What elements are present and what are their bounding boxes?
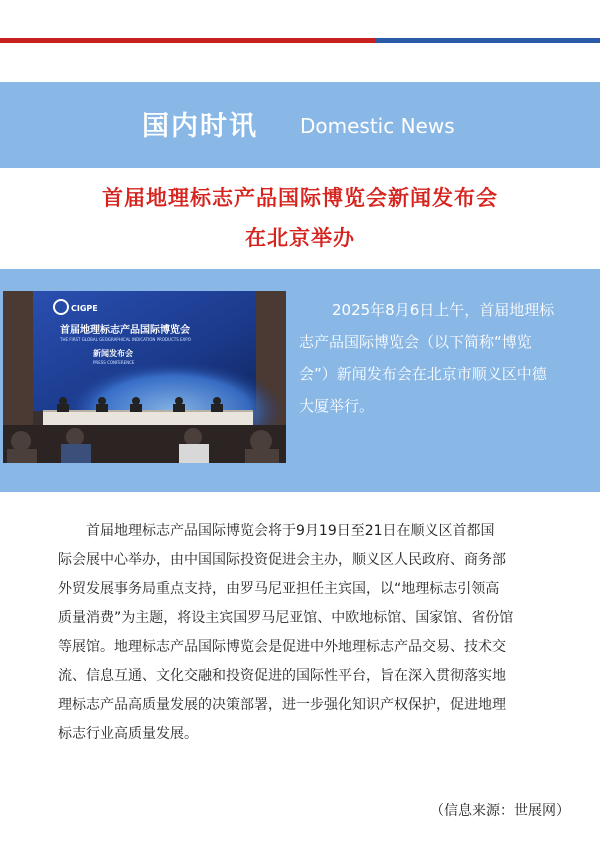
body-line: 等展馆。地理标志产品国际博览会是促进中外地理标志产品交易、技术交 bbox=[58, 639, 506, 655]
photo-event-en: PRESS CONFERENCE bbox=[93, 360, 135, 365]
section-subtitle: Domestic News bbox=[300, 114, 455, 138]
intro-line: 志产品国际博览会（以下简称“博览 bbox=[299, 333, 532, 351]
photo-event-cn: 新闻发布会 bbox=[93, 349, 133, 358]
photo-logo-text: CIGPE bbox=[71, 304, 98, 313]
top-accent-bar-red bbox=[0, 38, 375, 43]
body-line: 外贸发展事务局重点支持，由罗马尼亚担任主宾国，以“地理标志引领高 bbox=[58, 581, 500, 597]
body-paragraph bbox=[58, 517, 578, 749]
body-line: 标志行业高质量发展。 bbox=[58, 726, 198, 742]
body-line: 首届地理标志产品国际博览会将于9月19日至21日在顺义区首都国 bbox=[86, 523, 495, 539]
intro-line: 会”）新闻发布会在北京市顺义区中德 bbox=[299, 365, 547, 383]
body-line: 流、信息互通、文化交融和投资促进的国际性平台，旨在深入贯彻落实地 bbox=[58, 668, 506, 684]
body-line: 际会展中心举办，由中国国际投资促进会主办，顺义区人民政府、商务部 bbox=[58, 552, 506, 568]
source-credit: （信息来源：世展网） bbox=[430, 803, 570, 819]
section-title: 国内时讯 bbox=[142, 111, 258, 142]
press-conference-photo bbox=[3, 291, 286, 463]
headline-line-2: 在北京举办 bbox=[245, 226, 355, 250]
intro-line: 2025年8月6日上午，首届地理标 bbox=[332, 301, 555, 319]
intro-paragraph bbox=[299, 294, 581, 422]
photo-title-en: THE FIRST GLOBAL GEOGRAPHICAL INDICATION PRODUCTS EXPO bbox=[60, 337, 191, 342]
photo-title-cn: 首届地理标志产品国际博览会 bbox=[60, 325, 190, 336]
top-accent-bar-blue bbox=[375, 38, 600, 43]
intro-line: 大厦举行。 bbox=[299, 397, 375, 415]
body-line: 理标志产品高质量发展的决策部署，进一步强化知识产权保护，促进地理 bbox=[58, 697, 506, 713]
body-line: 质量消费”为主题，将设主宾国罗马尼亚馆、中欧地标馆、国家馆、省份馆 bbox=[58, 610, 514, 626]
headline-line-1: 首届地理标志产品国际博览会新闻发布会 bbox=[102, 186, 498, 210]
